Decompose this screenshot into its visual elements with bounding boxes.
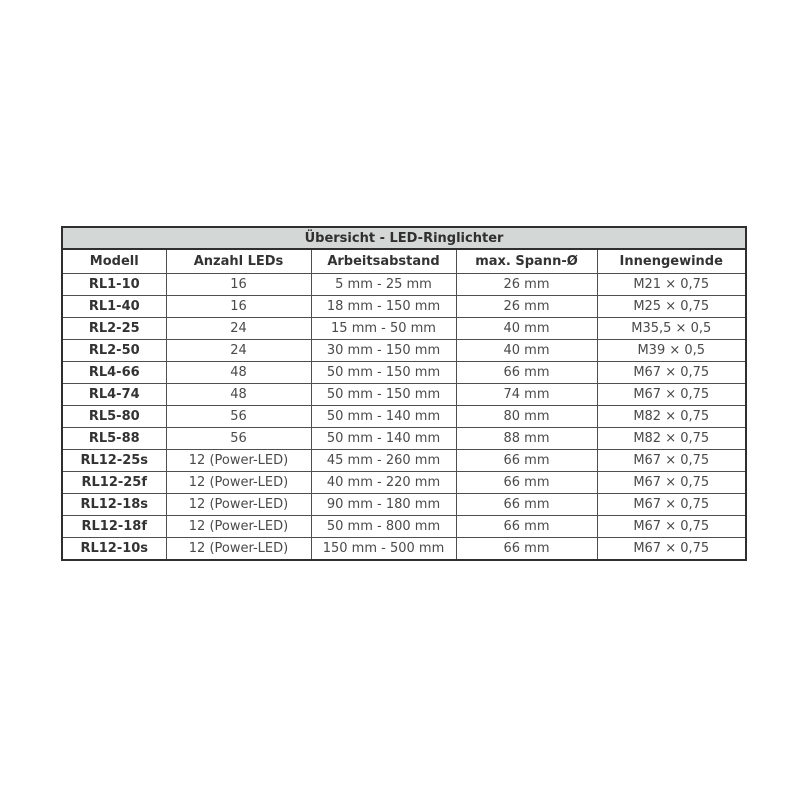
model-cell: RL5-80 <box>62 406 166 428</box>
table-cell: M67 × 0,75 <box>597 516 746 538</box>
table-row <box>62 516 746 538</box>
table-cell: 50 mm - 800 mm <box>311 516 456 538</box>
table-row <box>62 428 746 450</box>
model-cell: RL2-50 <box>62 340 166 362</box>
table-row <box>62 384 746 406</box>
table-cell: 26 mm <box>456 274 597 296</box>
table-cell: 56 <box>166 428 311 450</box>
column-header-1: Anzahl LEDs <box>166 249 311 274</box>
table-row <box>62 296 746 318</box>
table-cell: 12 (Power-LED) <box>166 516 311 538</box>
table-cell: M39 × 0,5 <box>597 340 746 362</box>
table-cell: 16 <box>166 274 311 296</box>
table-cell: 12 (Power-LED) <box>166 494 311 516</box>
table-cell: M35,5 × 0,5 <box>597 318 746 340</box>
table-cell: 88 mm <box>456 428 597 450</box>
spec-table-container <box>61 226 747 561</box>
model-cell: RL12-25f <box>62 472 166 494</box>
model-cell: RL12-25s <box>62 450 166 472</box>
table-cell: M21 × 0,75 <box>597 274 746 296</box>
table-cell: 40 mm <box>456 318 597 340</box>
column-header-4: Innengewinde <box>597 249 746 274</box>
table-row <box>62 538 746 560</box>
table-cell: M67 × 0,75 <box>597 450 746 472</box>
table-cell: 66 mm <box>456 472 597 494</box>
table-cell: 48 <box>166 384 311 406</box>
table-row <box>62 472 746 494</box>
table-cell: M67 × 0,75 <box>597 494 746 516</box>
table-cell: 5 mm - 25 mm <box>311 274 456 296</box>
model-cell: RL1-10 <box>62 274 166 296</box>
table-row <box>62 274 746 296</box>
table-row <box>62 318 746 340</box>
table-cell: 26 mm <box>456 296 597 318</box>
table-cell: 24 <box>166 318 311 340</box>
table-cell: 80 mm <box>456 406 597 428</box>
model-cell: RL1-40 <box>62 296 166 318</box>
table-cell: 66 mm <box>456 516 597 538</box>
table-cell: 40 mm <box>456 340 597 362</box>
table-row <box>62 340 746 362</box>
model-cell: RL12-18f <box>62 516 166 538</box>
table-cell: 48 <box>166 362 311 384</box>
table-cell: 30 mm - 150 mm <box>311 340 456 362</box>
table-cell: 40 mm - 220 mm <box>311 472 456 494</box>
model-cell: RL4-74 <box>62 384 166 406</box>
led-ringlight-overview-table <box>61 226 747 561</box>
table-cell: 12 (Power-LED) <box>166 450 311 472</box>
table-row <box>62 362 746 384</box>
table-cell: 66 mm <box>456 538 597 560</box>
table-title-row <box>62 227 746 249</box>
table-cell: 66 mm <box>456 450 597 472</box>
column-header-2: Arbeitsabstand <box>311 249 456 274</box>
table-cell: 50 mm - 150 mm <box>311 362 456 384</box>
table-cell: 150 mm - 500 mm <box>311 538 456 560</box>
table-cell: 15 mm - 50 mm <box>311 318 456 340</box>
table-cell: M67 × 0,75 <box>597 362 746 384</box>
model-cell: RL12-18s <box>62 494 166 516</box>
table-cell: 50 mm - 140 mm <box>311 406 456 428</box>
table-cell: M25 × 0,75 <box>597 296 746 318</box>
table-body <box>62 274 746 560</box>
table-cell: 16 <box>166 296 311 318</box>
model-cell: RL2-25 <box>62 318 166 340</box>
table-cell: 74 mm <box>456 384 597 406</box>
table-cell: 18 mm - 150 mm <box>311 296 456 318</box>
table-row <box>62 494 746 516</box>
table-cell: 45 mm - 260 mm <box>311 450 456 472</box>
table-cell: M82 × 0,75 <box>597 406 746 428</box>
table-row <box>62 406 746 428</box>
table-cell: M67 × 0,75 <box>597 538 746 560</box>
table-cell: 66 mm <box>456 494 597 516</box>
table-cell: 12 (Power-LED) <box>166 472 311 494</box>
model-cell: RL4-66 <box>62 362 166 384</box>
table-cell: 24 <box>166 340 311 362</box>
table-cell: M82 × 0,75 <box>597 428 746 450</box>
table-cell: 66 mm <box>456 362 597 384</box>
table-cell: 56 <box>166 406 311 428</box>
table-cell: 12 (Power-LED) <box>166 538 311 560</box>
model-cell: RL12-10s <box>62 538 166 560</box>
table-cell: 50 mm - 140 mm <box>311 428 456 450</box>
table-title: Übersicht - LED-Ringlichter <box>62 227 746 249</box>
table-cell: 50 mm - 150 mm <box>311 384 456 406</box>
model-cell: RL5-88 <box>62 428 166 450</box>
table-row <box>62 450 746 472</box>
table-cell: M67 × 0,75 <box>597 472 746 494</box>
table-header-row <box>62 249 746 274</box>
table-cell: 90 mm - 180 mm <box>311 494 456 516</box>
column-header-3: max. Spann-Ø <box>456 249 597 274</box>
column-header-0: Modell <box>62 249 166 274</box>
table-cell: M67 × 0,75 <box>597 384 746 406</box>
